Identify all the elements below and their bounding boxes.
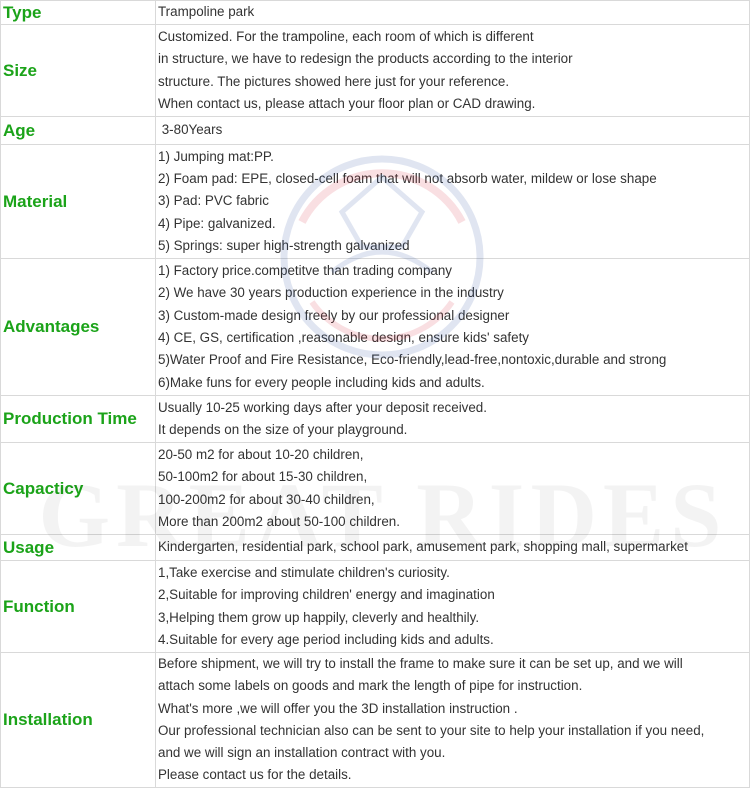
value-line: 20-50 m2 for about 10-20 children, xyxy=(158,446,364,462)
table-row xyxy=(1,25,750,117)
table-row xyxy=(1,145,750,259)
value-line: Trampoline park xyxy=(158,4,255,20)
row-value xyxy=(156,396,750,443)
value-line: 2) Foam pad: EPE, closed-cell foam that will not absorb water, mildew or lose shape xyxy=(158,171,657,187)
value-line: When contact us, please attach your floor plan or CAD drawing. xyxy=(158,95,536,111)
table-row xyxy=(1,259,750,396)
row-label: Usage xyxy=(1,535,156,561)
row-value xyxy=(156,443,750,535)
row-label: Function xyxy=(1,561,156,653)
table-row xyxy=(1,653,750,788)
row-label: Material xyxy=(1,145,156,259)
value-line: Please contact us for the details. xyxy=(158,767,352,783)
row-label: Size xyxy=(1,25,156,117)
row-value xyxy=(156,1,750,25)
value-line: attach some labels on goods and mark the length of pipe for instruction. xyxy=(158,678,583,694)
table-row xyxy=(1,396,750,443)
value-line: Before shipment, we will try to install the frame to make sure it can be set up, and we will xyxy=(158,656,683,671)
table-row xyxy=(1,443,750,535)
row-label: Advantages xyxy=(1,259,156,396)
row-value xyxy=(156,25,750,117)
value-line: 2,Suitable for improving children' energy and imagination xyxy=(158,587,495,603)
row-label: Capacticy xyxy=(1,443,156,535)
value-line: 3,Helping them grow up happily, cleverly and healthily. xyxy=(158,609,480,625)
value-line: in structure, we have to redesign the products according to the interior xyxy=(158,51,573,67)
table-row xyxy=(1,117,750,145)
value-line: Our professional technician also can be sent to your site to help your installation if you need, xyxy=(158,722,705,738)
value-line: 3) Custom-made design freely by our professional designer xyxy=(158,307,510,323)
row-label: Production Time xyxy=(1,396,156,443)
value-line: 2) We have 30 years production experience in the industry xyxy=(158,285,504,301)
value-line: It depends on the size of your playground. xyxy=(158,422,408,437)
value-line: 1) Factory price.competitve than trading company xyxy=(158,263,452,279)
row-value xyxy=(156,535,750,561)
row-value xyxy=(156,653,750,788)
table-row xyxy=(1,1,750,25)
row-label: Age xyxy=(1,117,156,145)
row-value xyxy=(156,117,750,145)
value-line: Kindergarten, residential park, school park, amusement park, shopping mall, supermarket xyxy=(158,539,688,555)
value-line: Customized. For the trampoline, each room of which is different xyxy=(158,28,534,44)
value-line: 3-80Years xyxy=(158,122,223,138)
row-value xyxy=(156,145,750,259)
row-value xyxy=(156,561,750,653)
value-line: 1,Take exercise and stimulate children's curiosity. xyxy=(158,564,450,580)
row-label: Installation xyxy=(1,653,156,788)
value-line: 3) Pad: PVC fabric xyxy=(158,193,269,209)
value-line: What's more ,we will offer you the 3D installation instruction . xyxy=(158,700,518,716)
value-line: 4) CE, GS, certification ,reasonable design, ensure kids' safety xyxy=(158,330,529,345)
value-line: Usually 10-25 working days after your deposit received. xyxy=(158,399,487,415)
value-line: 1) Jumping mat:PP. xyxy=(158,148,274,164)
value-line: 5) Springs: super high-strength galvanized xyxy=(158,237,410,253)
value-line: structure. The pictures showed here just for your reference. xyxy=(158,73,510,89)
value-line: 100-200m2 for about 30-40 children, xyxy=(158,491,375,507)
value-line: 4) Pipe: galvanized. xyxy=(158,215,276,231)
value-line: 4.Suitable for every age period including kids and adults. xyxy=(158,631,494,647)
value-line: 5)Water Proof and Fire Resistance, Eco-friendly,lead-free,nontoxic,durable and strong xyxy=(158,352,667,368)
value-line: More than 200m2 about 50-100 children. xyxy=(158,513,400,529)
value-line: 6)Make funs for every people including kids and adults. xyxy=(158,374,485,390)
table-row xyxy=(1,535,750,561)
row-label: Type xyxy=(1,1,156,25)
table-row xyxy=(1,561,750,653)
row-value xyxy=(156,259,750,396)
value-line: and we will sign an installation contract with you. xyxy=(158,745,446,761)
spec-table-body xyxy=(1,1,750,788)
value-line: 50-100m2 for about 15-30 children, xyxy=(158,469,368,485)
